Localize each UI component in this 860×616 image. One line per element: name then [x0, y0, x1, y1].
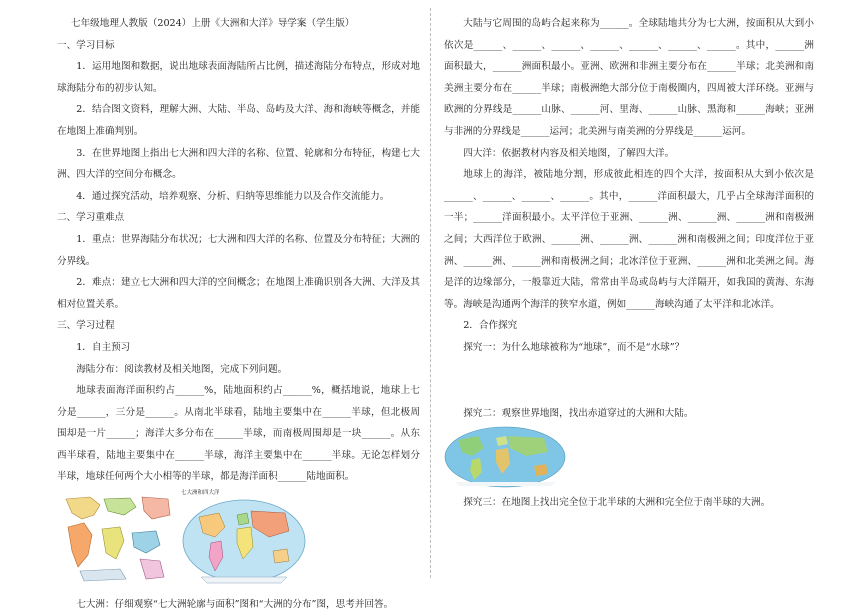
section-keypoints-heading: 二、学习重难点 — [57, 212, 125, 224]
right-column — [444, 0, 814, 514]
goal-4: 4．通过探究活动，培养观察、分析、归纳等思维能力以及合作交流能力。 — [76, 190, 390, 202]
continent-outlines-figure — [60, 493, 175, 585]
inquiry-2: 探究二：观察世界地图，找出赤道穿过的大洲和大陆。 — [463, 407, 694, 419]
answer-space-1 — [444, 359, 814, 403]
section-process-heading: 三、学习过程 — [57, 320, 115, 332]
worksheet-title: 七年级地理人教版（2024）上册《大洲和大洋》导学案（学生版） — [71, 18, 355, 29]
world-map-figure — [444, 426, 566, 488]
left-column — [57, 0, 420, 616]
world-map-graphic — [181, 497, 307, 585]
continents-paragraph: 大陆与它周围的岛屿合起来称为______。全球陆地共分为七大洲，按面积从大到小依次是______、______、______、______、______、______、______。其中，______洲面积最大，______洲面积最小。亚洲、欧洲和非洲主要分布在______半球；北美洲和南美洲主要分布在______半球；南极洲绝大部分位于南极圈内，四周被大洋环绕。亚洲与欧洲的分界线是______山脉、______河、里海、______山脉、黑海和______海峡；亚洲与非洲的分界线是______运河；北美洲与南美洲的分界线是______运河。 — [444, 18, 814, 137]
inquiry-1: 探究一：为什么地球被称为“地球”，而不是“水球”？ — [463, 341, 685, 353]
world-map-small — [444, 426, 566, 488]
continent-maps — [57, 490, 420, 590]
seven-continents-instruction: 七大洲：仔细观察“七大洲轮廓与面积”图和“大洲的分布”图，思考并回答。 — [76, 599, 394, 611]
goal-2: 2．结合图文资料，理解大洲、大陆、半岛、岛屿及大洋、海和海峡等概念，并能在地图上准确判别。 — [57, 104, 420, 137]
seven-continents-map — [181, 490, 307, 586]
preview-instruction: 海陆分布：阅读教材及相关地图，完成下列问题。 — [76, 363, 288, 375]
land-sea-paragraph: 地球表面海洋面积约占______%，陆地面积约占______%，概括地说，地球上七分是______，三分是______。从南北半球看，陆地主要集中在______半球，但北极周围却是一片______；海洋大多分布在______半球，而南极周围却是一块______。从东西半球看，陆地主要集中在______半球，海洋主要集中在______半球。无论怎样划分半球，地球任何两个大小相等的半球，都是海洋面积______陆地面积。 — [57, 385, 420, 483]
keypoint-2: 2．难点：建立七大洲和四大洋的空间概念；在地图上准确识别各大洲、大洋及其相对位置关系。 — [57, 277, 420, 310]
column-divider — [430, 8, 431, 578]
keypoint-1: 1．重点：世界海陆分布状况；七大洲和四大洋的名称、位置及分布特征；大洲的分界线。 — [57, 233, 420, 267]
step-1-heading: 1．自主预习 — [76, 341, 131, 353]
inquiry-3: 探究三：在地图上找出完全位于北半球的大洲和完全位于南半球的大洲。 — [463, 497, 771, 509]
goal-3: 3．在世界地图上指出七大洲和四大洋的名称、位置、轮廓和分布特征，构建七大洲、四大洋的空间分布概念。 — [57, 147, 420, 181]
map-caption: 七大洲和四大洋 — [181, 490, 220, 497]
goal-1: 1．运用地图和数据，说出地球表面海陆所占比例，描述海陆分布特点，形成对地球海陆分布的初步认知。 — [57, 61, 420, 94]
section-goals-heading: 一、学习目标 — [57, 39, 115, 51]
step-2-heading: 2．合作探究 — [463, 320, 518, 332]
oceans-intro: 四大洋：依据教材内容及相关地图，了解四大洋。 — [463, 147, 675, 159]
oceans-paragraph: 地球上的海洋，被陆地分割，形成彼此相连的四个大洋，按面积从大到小依次是______、______、______、______。其中，______洋面积最大，几乎占全球海洋面积的一半；______洋面积最小。太平洋位于亚洲、______洲、______洲、______洲和南极洲之间；大西洋位于欧洲、______洲、______洲、______洲和南极洲之间；印度洋位于亚洲、______洲、______洲和南极洲之间；北冰洋位于亚洲、______洲和北美洲之间。海是洋的边缘部分，一般靠近大陆，常常由半岛或岛屿与大洋隔开，如我国的黄海、东海等。海峡是沟通两个海洋的狭窄水道，例如______海峡沟通了太平洋和北冰洋。 — [444, 169, 814, 310]
